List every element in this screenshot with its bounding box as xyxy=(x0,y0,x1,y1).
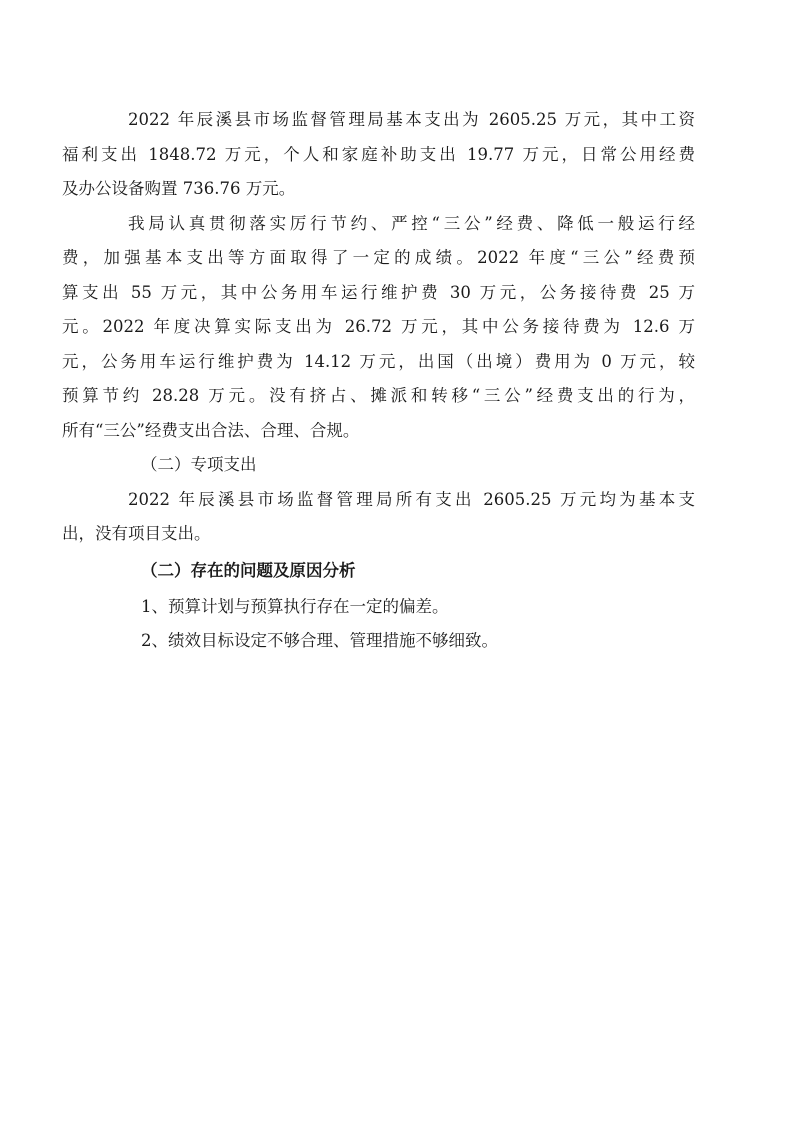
document-body xyxy=(62,103,695,659)
text-line: 2022 年辰溪县市场监督管理局基本支出为 2605.25 万元，其中工资 xyxy=(128,110,695,129)
section-heading-problems: （二）存在的问题及原因分析 xyxy=(141,560,356,580)
paragraph-special-expenditure xyxy=(62,483,695,552)
text-line: 福利支出 1848.72 万元，个人和家庭补助支出 19.77 万元，日常公用经费 xyxy=(62,144,695,164)
text-line: 元。2022 年度决算实际支出为 26.72 万元，其中公务接待费为 12.6 万 xyxy=(62,317,695,336)
text-line: 及办公设备购置 736.76 万元。 xyxy=(62,179,296,198)
text-line: 所有“三公”经费支出合法、合理、合规。 xyxy=(62,420,360,440)
list-item: 2、绩效目标设定不够合理、管理措施不够细致。 xyxy=(141,631,498,650)
text-line: 出，没有项目支出。 xyxy=(62,524,211,543)
text-line: 元，公务用车运行维护费为 14.12 万元，出国（出境）费用为 0 万元，较 xyxy=(62,351,695,371)
paragraph-three-public-expenses xyxy=(62,207,695,449)
paragraph-basic-expenditure xyxy=(62,103,695,207)
list-item: 1、预算计划与预算执行存在一定的偏差。 xyxy=(141,596,449,616)
section-heading-special-expenditure: （二）专项支出 xyxy=(141,455,257,474)
text-line: 费，加强基本支出等方面取得了一定的成绩。2022 年度“三公”经费预 xyxy=(62,248,695,267)
text-line: 预算节约 28.28 万元。没有挤占、摊派和转移“三公”经费支出的行为， xyxy=(62,386,695,405)
text-line: 2022 年辰溪县市场监督管理局所有支出 2605.25 万元均为基本支 xyxy=(128,489,695,509)
text-line: 算支出 55 万元，其中公务用车运行维护费 30 万元，公务接待费 25 万 xyxy=(62,282,695,302)
text-line: 我局认真贯彻落实厉行节约、严控“三公”经费、降低一般运行经 xyxy=(128,213,695,233)
